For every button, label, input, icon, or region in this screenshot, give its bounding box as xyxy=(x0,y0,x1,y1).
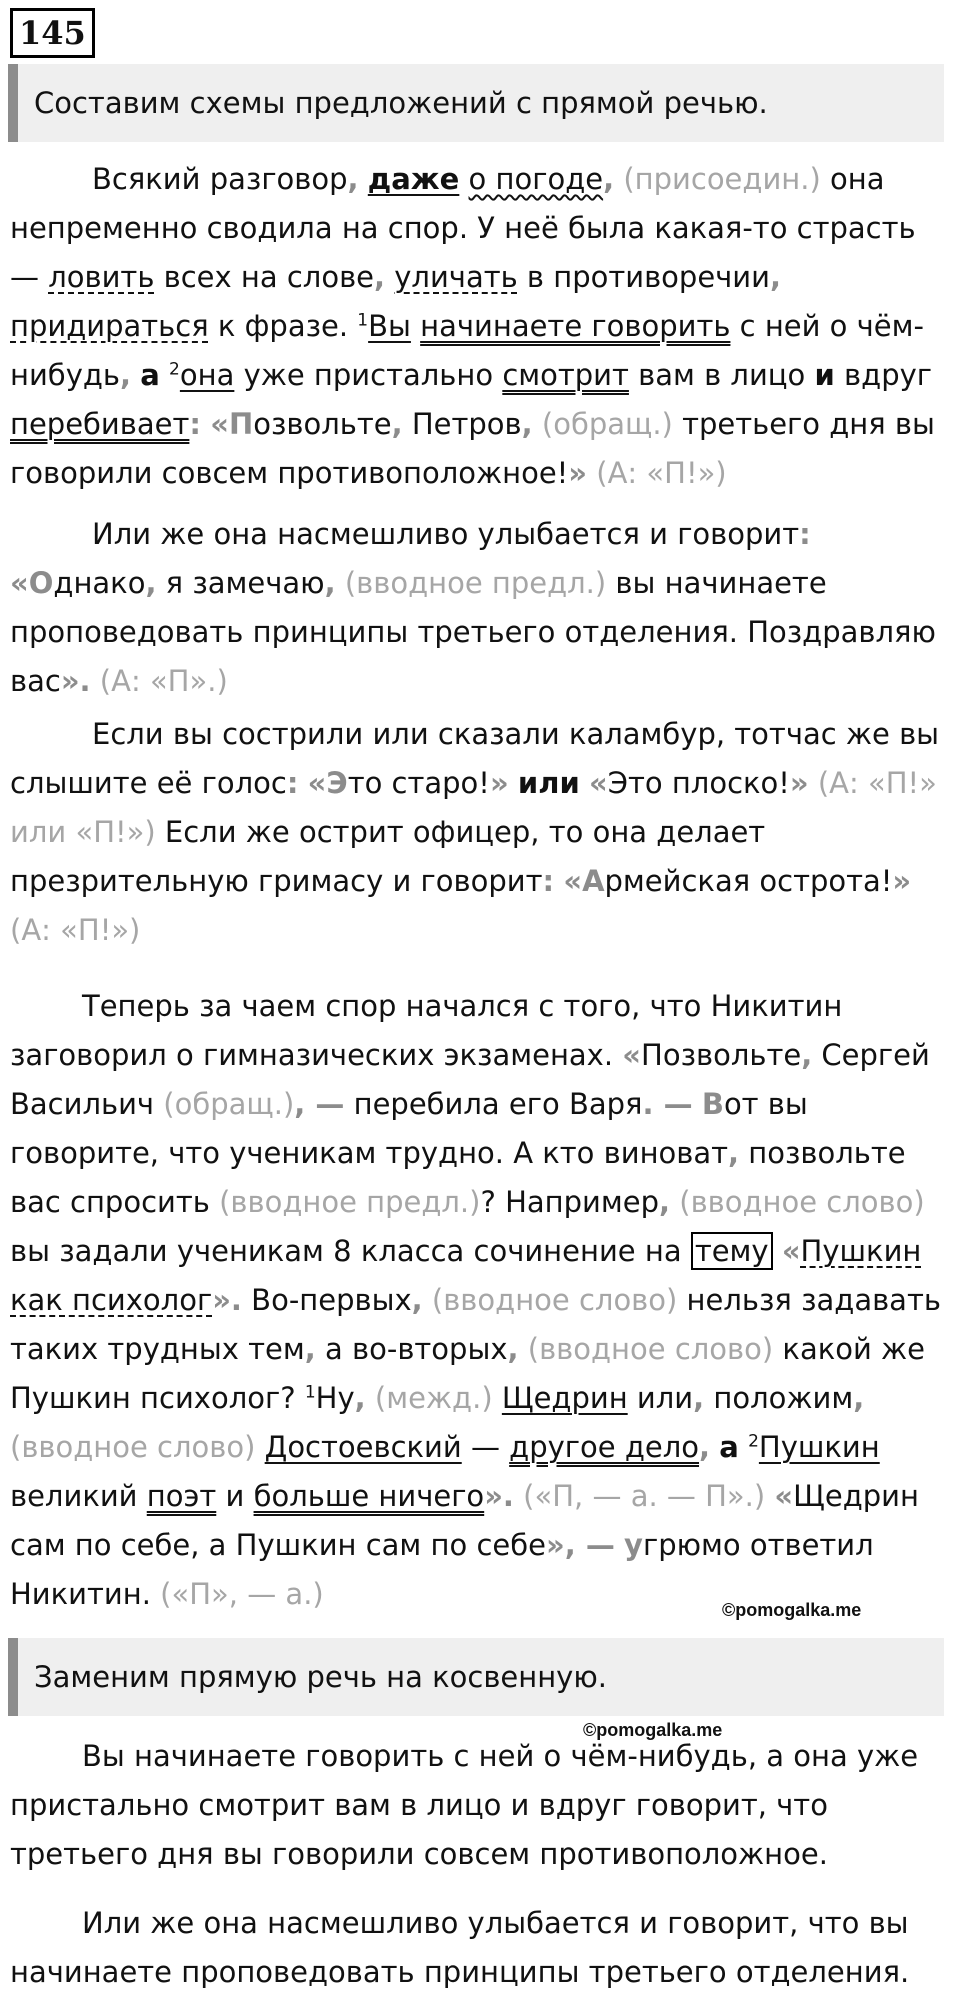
text: великий xyxy=(10,1479,147,1513)
underlined-word: придираться xyxy=(10,309,209,343)
capital-letter: Э xyxy=(326,766,348,800)
text: от вы говорите, что ученикам трудно. А кто виноват xyxy=(10,1087,808,1170)
paragraph-3 xyxy=(10,710,950,955)
text: и xyxy=(216,1479,254,1513)
text xyxy=(739,1430,748,1464)
scheme-note: («П», — а.) xyxy=(150,1577,324,1611)
punct: , xyxy=(507,1332,519,1366)
underlined-word: Пушкин как психолог xyxy=(10,1234,922,1317)
gray-note: (вводное предл.) xyxy=(335,566,607,600)
paragraph-5-block xyxy=(10,1732,950,1879)
text: Всякий разговор xyxy=(92,162,348,196)
text xyxy=(385,260,394,294)
quote-mark: « xyxy=(563,864,583,898)
bold-word: а xyxy=(140,358,160,392)
quote-mark: ». xyxy=(484,1479,514,1513)
text xyxy=(693,1087,702,1121)
paragraph-4-block xyxy=(10,982,950,1619)
text: Если же острит офицер, то она делает презрительную гримасу и говорит xyxy=(10,815,766,898)
gray-note: (обращ.) xyxy=(532,407,673,441)
text: Сергей Васильич xyxy=(10,1038,930,1121)
punct: , xyxy=(324,566,336,600)
bold-word: или xyxy=(517,766,580,800)
scheme-note: (А: «П!» или «П!») xyxy=(10,766,937,849)
punct: : xyxy=(286,766,299,800)
quote-mark: ». xyxy=(60,664,91,698)
capital-letter: П xyxy=(228,407,254,441)
gray-note: (вводное слово) xyxy=(422,1283,678,1317)
underlined-word: Щедрин xyxy=(501,1381,628,1415)
text xyxy=(710,1430,719,1464)
text: вы начинаете проповедовать принципы третьего отделения. Поздравляю вас xyxy=(10,566,936,698)
punct: , — xyxy=(294,1087,345,1121)
punct: , xyxy=(728,1136,740,1170)
superscript: 1 xyxy=(357,310,369,331)
punct: , xyxy=(770,260,782,294)
text xyxy=(509,766,518,800)
text xyxy=(580,766,589,800)
text xyxy=(554,864,563,898)
gray-note: (вводное слово) xyxy=(670,1185,925,1219)
punct: : xyxy=(542,864,555,898)
underlined-word: Пушкин xyxy=(758,1430,880,1464)
text: Щедрин сам по себе, а Пушкин сам по себе xyxy=(10,1479,919,1562)
punct: , xyxy=(120,358,132,392)
text xyxy=(459,162,468,196)
quote-mark: « xyxy=(774,1479,794,1513)
superscript: 2 xyxy=(169,359,180,380)
superscript: 1 xyxy=(304,1382,316,1403)
text: Это плоско! xyxy=(607,766,790,800)
bold-word: а xyxy=(719,1430,739,1464)
punct: , xyxy=(853,1381,865,1415)
text: рмейская острота! xyxy=(604,864,893,898)
scheme-note: («П, — а. — П».) xyxy=(513,1479,766,1513)
text: позвольте вас спросить xyxy=(10,1136,906,1219)
punct: , xyxy=(304,1332,316,1366)
quote-mark: « xyxy=(10,566,29,600)
quote-mark: » xyxy=(789,766,809,800)
quote-mark: ». xyxy=(212,1283,242,1317)
text xyxy=(298,766,307,800)
punct: , xyxy=(693,1381,705,1415)
text: уже пристально xyxy=(234,358,503,392)
text: Если вы сострили или сказали каламбур, тотчас же вы слышите её голос xyxy=(10,717,940,800)
text xyxy=(131,358,140,392)
underlined-word: она xyxy=(179,358,235,392)
punct: : xyxy=(799,517,811,551)
text xyxy=(615,1528,624,1562)
text: нельзя задавать таких трудных тем xyxy=(10,1283,941,1366)
underlined-word: даже xyxy=(367,162,460,196)
underlined-word: о погоде xyxy=(468,162,604,196)
text: Ну xyxy=(315,1381,355,1415)
paragraph-4 xyxy=(10,982,950,1619)
punct: , xyxy=(659,1185,671,1219)
text: Петров xyxy=(402,407,522,441)
quote-mark: « xyxy=(210,407,229,441)
gray-note: (вводное слово) xyxy=(10,1430,256,1464)
paragraph-1 xyxy=(10,155,950,498)
text: Во-первых xyxy=(241,1283,412,1317)
underlined-word: смотрит xyxy=(502,358,629,392)
punct: , xyxy=(145,566,157,600)
underlined-word: начинаете говорить xyxy=(420,309,731,343)
text xyxy=(493,1381,502,1415)
gray-note: (вводное слово) xyxy=(518,1332,774,1366)
paragraph-2 xyxy=(10,510,950,706)
text: третьего дня вы говорили совсем противоположное! xyxy=(10,407,935,490)
text: Теперь за чаем спор начался с того, что Никитин заговорил о гимназических экзаменах. xyxy=(10,989,843,1072)
quote-mark: » xyxy=(489,766,509,800)
paragraph-2-block xyxy=(10,510,950,706)
punct: , xyxy=(391,407,403,441)
punct: , xyxy=(354,1381,366,1415)
text: — xyxy=(461,1430,510,1464)
paragraph-5: Вы начинаете говорить с ней о чём-нибудь, а она уже пристально смотрит вам в лицо и вдруг говорит, что третьего дня вы говорили совсем противоположное. xyxy=(10,1739,919,1871)
underlined-word: уличать xyxy=(394,260,518,294)
gray-note: (присоедин.) xyxy=(614,162,821,196)
task-number: 145 xyxy=(10,8,95,58)
punct: , xyxy=(801,1038,813,1072)
text: вы задали ученикам 8 класса сочинение на xyxy=(10,1234,691,1268)
underlined-word: Достоевский xyxy=(264,1430,462,1464)
underlined-word: больше ничего xyxy=(253,1479,485,1513)
text xyxy=(160,358,169,392)
quote-mark: », — xyxy=(545,1528,615,1562)
section-title-indirect: Заменим прямую речь на косвенную. xyxy=(8,1638,944,1716)
text: какой же Пушкин психолог? xyxy=(10,1332,925,1415)
quote-mark: » xyxy=(568,456,588,490)
text: грюмо ответил Никитин. xyxy=(10,1528,874,1611)
capital-letter: у xyxy=(624,1528,643,1562)
gray-note: (вводное предл.) xyxy=(219,1185,481,1219)
text: в противоречии xyxy=(517,260,770,294)
scheme-note: (А: «П!») xyxy=(587,456,727,490)
text: я замечаю xyxy=(156,566,325,600)
text: Или же она насмешливо улыбается и говорит xyxy=(92,517,800,551)
text: ? Например xyxy=(480,1185,659,1219)
text: Позвольте xyxy=(641,1038,802,1072)
punct: , xyxy=(521,407,533,441)
text: то старо! xyxy=(347,766,490,800)
capital-letter: О xyxy=(28,566,54,600)
gray-note: (обращ.) xyxy=(163,1087,295,1121)
section-title-schemes: Составим схемы предложений с прямой речью. xyxy=(8,64,944,142)
watermark: ©pomogalka.me xyxy=(583,1720,723,1740)
underlined-word: ловить xyxy=(48,260,155,294)
underlined-word: поэт xyxy=(146,1479,217,1513)
text: или xyxy=(627,1381,694,1415)
text: с ней о чём-нибудь xyxy=(10,309,924,392)
paragraph-3-block xyxy=(10,710,950,955)
text: к фразе. xyxy=(208,309,358,343)
text: озвольте xyxy=(253,407,392,441)
scheme-note: (А: «П!») xyxy=(10,913,141,947)
quote-mark: « xyxy=(622,1038,642,1072)
punct: , xyxy=(411,1283,423,1317)
text: всех на слове xyxy=(154,260,375,294)
underlined-word: перебивает xyxy=(10,407,190,441)
watermark: ©pomogalka.me xyxy=(722,1600,862,1620)
punct: , xyxy=(699,1430,711,1464)
quote-mark: « xyxy=(307,766,327,800)
text xyxy=(411,309,420,343)
quote-mark: « xyxy=(589,766,608,800)
capital-letter: В xyxy=(701,1087,724,1121)
text: а во-вторых xyxy=(315,1332,508,1366)
text xyxy=(255,1430,264,1464)
superscript: 2 xyxy=(748,1431,759,1452)
punct: : xyxy=(189,407,201,441)
text: вам в лицо xyxy=(628,358,815,392)
punct: , xyxy=(374,260,386,294)
punct: , xyxy=(603,162,615,196)
quote-mark: » xyxy=(892,864,912,898)
text: днако xyxy=(53,566,146,600)
text: вдруг xyxy=(834,358,932,392)
bold-word: и xyxy=(814,358,835,392)
quote-mark: « xyxy=(781,1234,801,1268)
text xyxy=(773,1234,782,1268)
punct: . — xyxy=(642,1087,693,1121)
underlined-word: Вы xyxy=(368,309,411,343)
boxed-word: тему xyxy=(691,1232,773,1270)
punct: , xyxy=(347,162,359,196)
capital-letter: А xyxy=(582,864,605,898)
text: она непременно сводила на спор. У неё была какая-то страсть — xyxy=(10,162,916,294)
scheme-note: (А: «П».) xyxy=(90,664,228,698)
text xyxy=(201,407,210,441)
gray-note: (межд.) xyxy=(365,1381,493,1415)
paragraph-1-block xyxy=(10,155,950,498)
text: перебила его Варя xyxy=(344,1087,643,1121)
paragraph-6-block xyxy=(10,1899,950,1997)
text: положим xyxy=(704,1381,854,1415)
underlined-word: другое дело xyxy=(509,1430,700,1464)
paragraph-6: Или же она насмешливо улыбается и говорит, что вы начинаете проповедовать принципы третьего отделения. xyxy=(10,1906,910,1989)
